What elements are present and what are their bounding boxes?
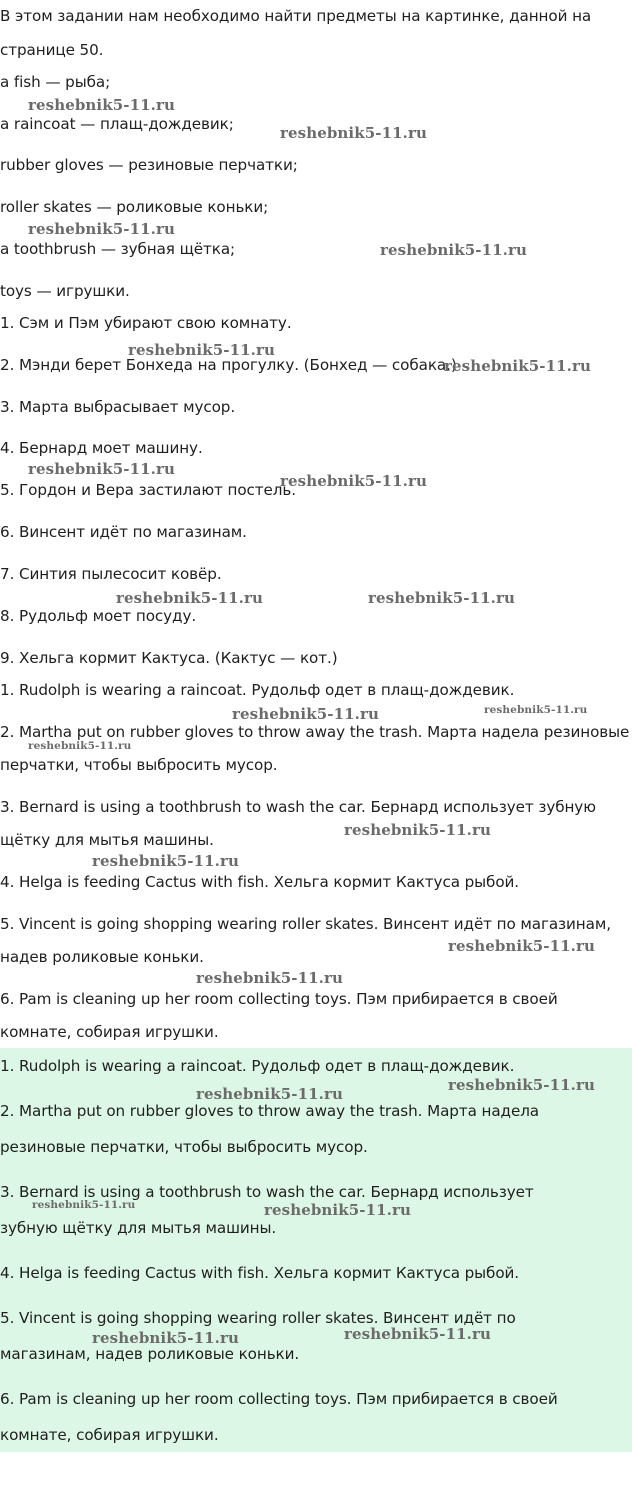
answer-line: 6. Pam is cleaning up her room collecting toys. Пэм прибирается в своей	[0, 990, 558, 1008]
intro-line: В этом задании нам необходимо найти предметы на картинке, данной на	[0, 7, 592, 25]
answer-box-line: 2. Martha put on rubber gloves to throw away the trash. Марта надела	[0, 1102, 540, 1120]
sentence-ru: 2. Мэнди берет Бонхеда на прогулку. (Бонхед — собака.)	[0, 356, 457, 374]
sentence-ru: 7. Синтия пылесосит ковёр.	[0, 565, 222, 583]
vocab-item: roller skates — роликовые коньки;	[0, 198, 269, 216]
watermark: reshebnik5-11.ru	[28, 740, 132, 752]
answer-box-line: резиновые перчатки, чтобы выбросить мусор.	[0, 1138, 368, 1156]
watermark: reshebnik5-11.ru	[280, 124, 427, 142]
answer-line: 4. Helga is feeding Cactus with fish. Хельга кормит Кактуса рыбой.	[0, 873, 520, 891]
sentence-ru: 9. Хельга кормит Кактуса. (Кактус — кот.)	[0, 649, 338, 667]
watermark: reshebnik5-11.ru	[448, 937, 595, 955]
watermark: reshebnik5-11.ru	[448, 1076, 595, 1094]
watermark: reshebnik5-11.ru	[280, 472, 427, 490]
watermark: reshebnik5-11.ru	[380, 241, 527, 259]
watermark: reshebnik5-11.ru	[28, 96, 175, 114]
answer-line: 2. Martha put on rubber gloves to throw away the trash. Марта надела резиновые	[0, 723, 630, 741]
answer-line: 3. Bernard is using a toothbrush to wash the car. Бернард использует зубную	[0, 798, 596, 816]
sentence-ru: 8. Рудольф моет посуду.	[0, 607, 197, 625]
watermark: reshebnik5-11.ru	[116, 589, 263, 607]
watermark: reshebnik5-11.ru	[28, 460, 175, 478]
answer-line: надев роликовые коньки.	[0, 948, 204, 966]
sentence-ru: 1. Сэм и Пэм убирают свою комнату.	[0, 314, 292, 332]
answer-box-line: 5. Vincent is going shopping wearing roller skates. Винсент идёт по	[0, 1309, 516, 1327]
sentence-ru: 3. Марта выбрасывает мусор.	[0, 398, 236, 416]
answer-line: 5. Vincent is going shopping wearing roller skates. Винсент идёт по магазинам,	[0, 915, 611, 933]
vocab-item: a raincoat — плащ-дождевик;	[0, 115, 234, 133]
answer-box-line: зубную щётку для мытья машины.	[0, 1219, 277, 1237]
answer-box-line: комнате, собирая игрушки.	[0, 1426, 219, 1444]
watermark: reshebnik5-11.ru	[196, 969, 343, 987]
vocab-item: a fish — рыба;	[0, 73, 111, 91]
watermark: reshebnik5-11.ru	[92, 852, 239, 870]
watermark: reshebnik5-11.ru	[232, 705, 379, 723]
answer-box-line: 4. Helga is feeding Cactus with fish. Хельга кормит Кактуса рыбой.	[0, 1264, 520, 1282]
answer-line: 1. Rudolph is wearing a raincoat. Рудольф одет в плащ-дождевик.	[0, 681, 515, 699]
answer-line: перчатки, чтобы выбросить мусор.	[0, 756, 278, 774]
watermark: reshebnik5-11.ru	[32, 1199, 136, 1211]
watermark: reshebnik5-11.ru	[344, 821, 491, 839]
watermark: reshebnik5-11.ru	[92, 1329, 239, 1347]
watermark: reshebnik5-11.ru	[28, 220, 175, 238]
watermark: reshebnik5-11.ru	[444, 357, 591, 375]
answer-line: комнате, собирая игрушки.	[0, 1023, 219, 1041]
answer-box-line: 1. Rudolph is wearing a raincoat. Рудольф одет в плащ-дождевик.	[0, 1057, 515, 1075]
sentence-ru: 4. Бернард моет машину.	[0, 439, 203, 457]
vocab-item: toys — игрушки.	[0, 282, 130, 300]
answer-box-line: 3. Bernard is using a toothbrush to wash the car. Бернард использует	[0, 1183, 534, 1201]
intro-line: странице 50.	[0, 41, 104, 59]
answer-box-line: 6. Pam is cleaning up her room collecting toys. Пэм прибирается в своей	[0, 1390, 558, 1408]
sentence-ru: 6. Винсент идёт по магазинам.	[0, 523, 247, 541]
vocab-item: rubber gloves — резиновые перчатки;	[0, 156, 298, 174]
watermark: reshebnik5-11.ru	[368, 589, 515, 607]
sentence-ru: 5. Гордон и Вера застилают постель.	[0, 481, 296, 499]
watermark: reshebnik5-11.ru	[484, 704, 588, 716]
watermark: reshebnik5-11.ru	[128, 341, 275, 359]
answer-box-line: магазинам, надев роликовые коньки.	[0, 1345, 300, 1363]
vocab-item: a toothbrush — зубная щётка;	[0, 240, 236, 258]
answer-line: щётку для мытья машины.	[0, 831, 214, 849]
watermark: reshebnik5-11.ru	[264, 1201, 411, 1219]
watermark: reshebnik5-11.ru	[344, 1325, 491, 1343]
watermark: reshebnik5-11.ru	[196, 1085, 343, 1103]
